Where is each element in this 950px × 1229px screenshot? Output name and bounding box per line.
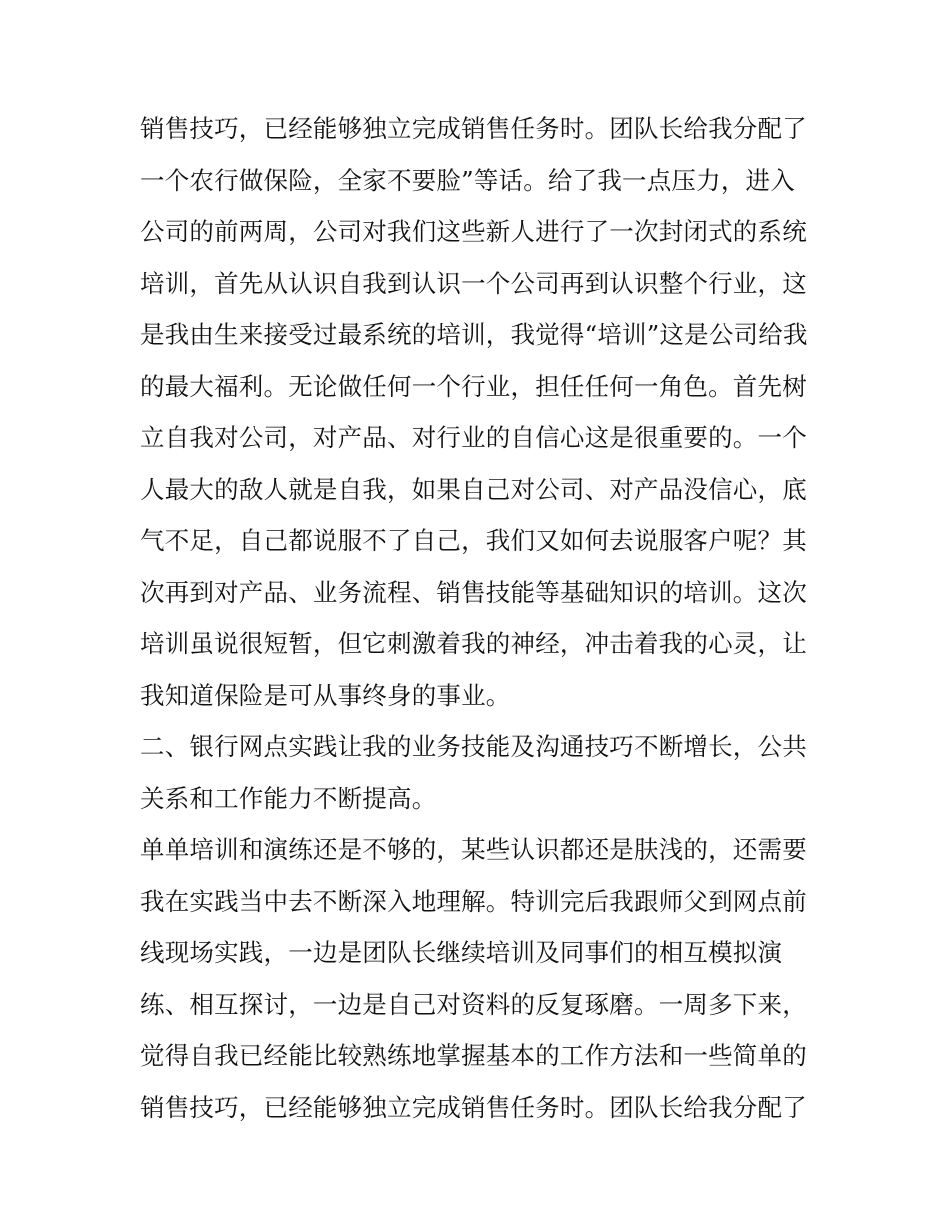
text-line-3: 公司的前两周，公司对我们这些新人进行了一次封闭式的系统 bbox=[140, 217, 807, 246]
text-line-6: 的最大福利。无论做任何一个行业，担任任何一角色。首先树 bbox=[140, 371, 807, 401]
text-line-17: 线现场实践，一边是团队长继续培训及同事们的相互模拟演 bbox=[140, 938, 783, 967]
text-line-5: 是我由生来接受过最系统的培训，我觉得“培训”这是公司给我 bbox=[140, 320, 808, 349]
text-line-10: 次再到对产品、业务流程、销售技能等基础知识的培训。这次 bbox=[140, 577, 807, 607]
text-line-4: 培训，首先从认识自我到认识一个公司再到认识整个行业，这 bbox=[140, 268, 807, 298]
text-line-1: 销售技巧，已经能够独立完成销售任务时。团队长给我分配了 bbox=[140, 114, 807, 143]
section-heading-line-2: 关系和工作能力不断提高。 bbox=[140, 783, 437, 813]
text-line-15: 单单培训和演练还是不够的，某些认识都还是肤浅的，还需要 bbox=[140, 835, 807, 864]
body-text bbox=[140, 103, 830, 1133]
section-heading-line-1: 二、银行网点实践让我的业务技能及沟通技巧不断增长，公共 bbox=[140, 732, 807, 761]
text-line-11: 培训虽说很短暂，但它刺激着我的神经，冲击着我的心灵，让 bbox=[140, 629, 807, 658]
text-line-12: 我知道保险是可从事终身的事业。 bbox=[140, 680, 511, 710]
text-line-8: 人最大的敌人就是自我，如果自己对公司、对产品没信心，底 bbox=[140, 474, 807, 504]
text-line-20: 销售技巧，已经能够独立完成销售任务时。团队长给我分配了 bbox=[140, 1092, 807, 1122]
text-line-9: 气不足，自己都说服不了自己，我们又如何去说服客户呢？其 bbox=[140, 526, 807, 555]
text-line-16: 我在实践当中去不断深入地理解。特训完后我跟师父到网点前 bbox=[140, 886, 807, 916]
text-line-2: 一个农行做保险，全家不要脸”等话。给了我一点压力，进入 bbox=[140, 165, 795, 195]
text-line-7: 立自我对公司，对产品、对行业的自信心这是很重要的。一个 bbox=[140, 423, 807, 452]
text-line-19: 觉得自我已经能比较熟练地掌握基本的工作方法和一些简单的 bbox=[140, 1041, 807, 1070]
text-line-18: 练、相互探讨，一边是自己对资料的反复琢磨。一周多下来， bbox=[140, 989, 807, 1019]
